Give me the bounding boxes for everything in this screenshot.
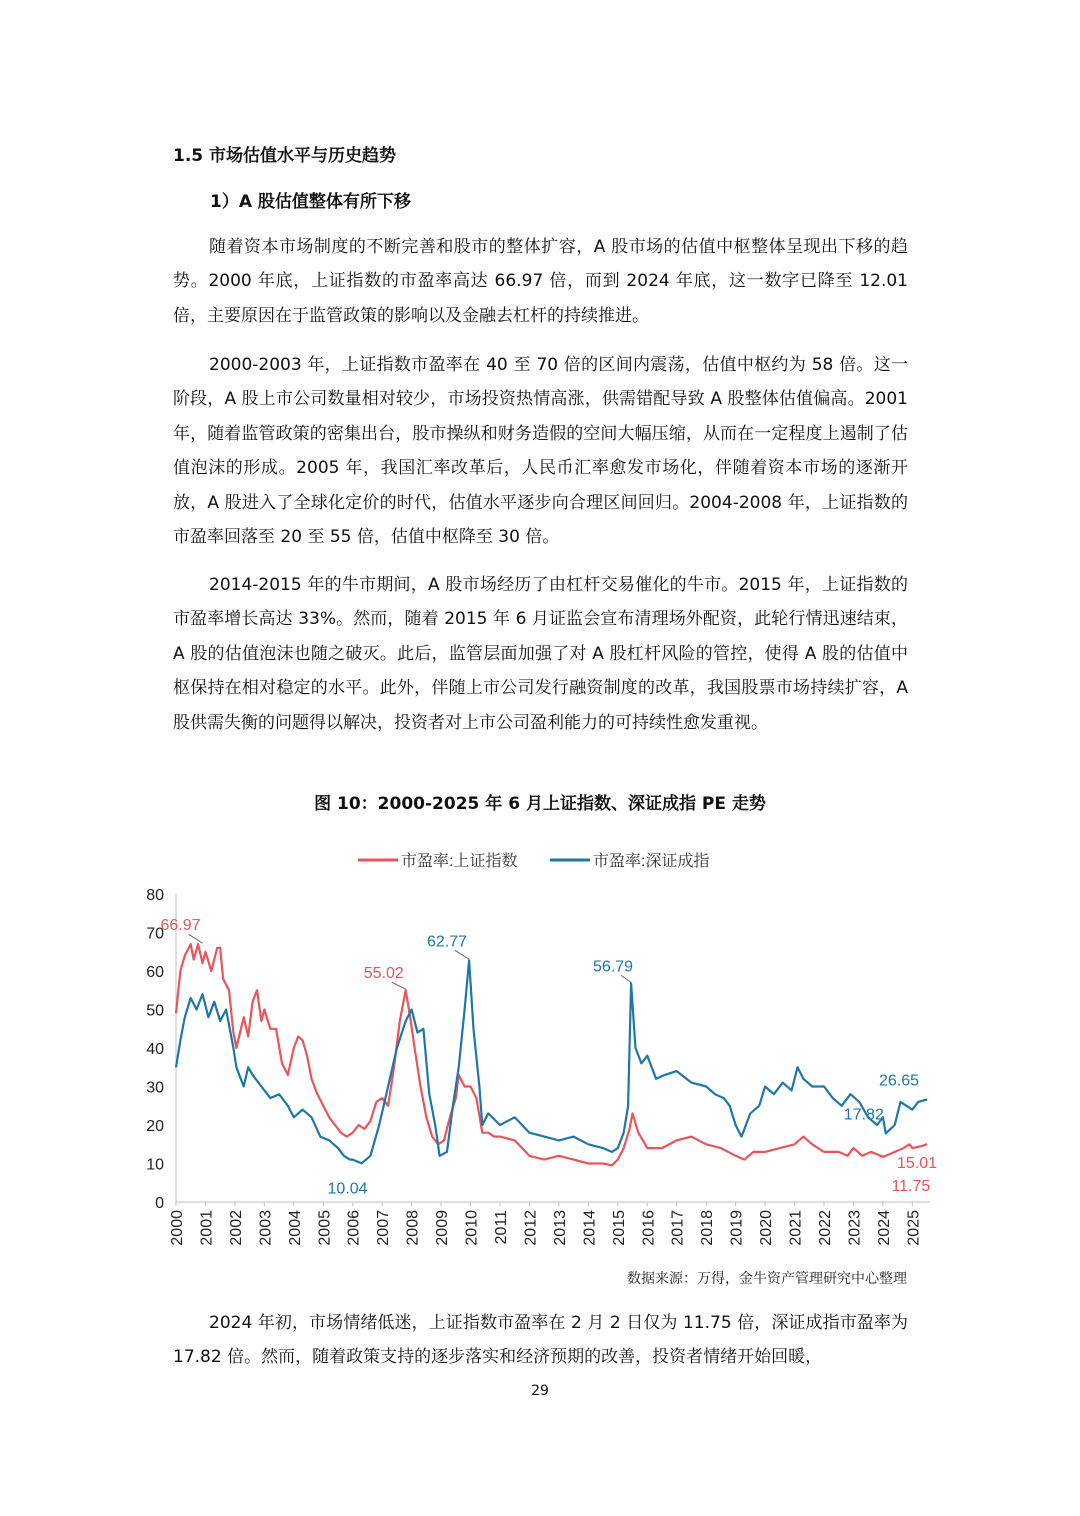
data-label: 62.77 [427, 933, 468, 951]
data-label-leader [455, 950, 469, 959]
y-tick-label: 20 [146, 1118, 164, 1135]
paragraph-1: 随着资本市场制度的不断完善和股市的整体扩容，A 股市场的估值中枢整体呈现出下移的趋势。2000 年底，上证指数的市盈率高达 66.97 倍，而到 2024 年底，这一数字已降至 12.01 倍，主要原因在于监管政策的影响以及金融去杠杆的持续推进。 [173, 237, 908, 326]
x-tick-label: 2012 [522, 1210, 540, 1246]
x-tick-label: 2025 [905, 1210, 923, 1246]
y-tick-label: 50 [146, 1002, 164, 1020]
x-tick-label: 2009 [434, 1210, 452, 1246]
x-tick-label: 2002 [227, 1210, 245, 1246]
section-title: 1.5 市场估值水平与历史趋势 [173, 146, 397, 166]
data-label-leader [189, 934, 203, 943]
series-line-shenzhen-pe [176, 960, 927, 1163]
x-tick-label: 2024 [875, 1210, 893, 1246]
data-label: 15.01 [897, 1155, 938, 1173]
x-tick-label: 2003 [257, 1210, 275, 1246]
y-tick-label: 70 [146, 925, 164, 943]
subsection-title: 1）A 股估值整体有所下移 [210, 192, 411, 212]
y-tick-label: 80 [146, 887, 164, 904]
x-tick-label: 2004 [286, 1210, 304, 1246]
data-label: 10.04 [327, 1180, 368, 1198]
x-tick-label: 2016 [640, 1210, 658, 1246]
x-tick-label: 2014 [581, 1210, 599, 1246]
y-tick-label: 60 [146, 964, 164, 981]
x-tick-label: 2015 [610, 1210, 628, 1246]
data-label: 17.82 [843, 1106, 884, 1124]
data-label: 55.02 [363, 965, 404, 983]
pe-line-chart [130, 836, 950, 1261]
x-tick-label: 2007 [375, 1210, 393, 1246]
legend-label: 市盈率:深证成指 [593, 853, 710, 870]
legend-label: 市盈率:上证指数 [401, 853, 518, 870]
x-tick-label: 2006 [345, 1210, 363, 1246]
figure-source: 数据来源：万得，金牛资产管理研究中心整理 [627, 1271, 907, 1287]
data-label: 56.79 [593, 958, 634, 976]
x-tick-label: 2010 [463, 1210, 481, 1246]
paragraph-4: 2024 年初，市场情绪低迷，上证指数市盈率在 2 月 2 日仅为 11.75 倍，深证成指市盈率为 17.82 倍。然而，随着政策支持的逐步落实和经济预期的改善，投资者情绪开始回暖， [173, 1313, 908, 1368]
data-label-leader [392, 982, 406, 989]
x-tick-label: 2001 [198, 1210, 216, 1246]
data-label: 26.65 [879, 1072, 920, 1090]
series-line-shanghai-pe [176, 944, 927, 1165]
y-tick-label: 30 [146, 1079, 164, 1097]
page-number: 29 [531, 1383, 549, 1399]
x-tick-label: 2000 [169, 1210, 186, 1246]
x-tick-label: 2022 [816, 1210, 834, 1246]
x-tick-label: 2018 [699, 1210, 717, 1246]
data-label: 11.75 [891, 1177, 931, 1195]
paragraph-3: 2014-2015 年的牛市期间，A 股市场经历了由杠杆交易催化的牛市。2015 年，上证指数的市盈率增长高达 33%。然而，随着 2015 年 6 月证监会宣布清理场外配资，此轮行情迅速结束，A 股的估值泡沫也随之破灭。此后，监管层面加强了对 A 股杠杆风险的管控，使得 A 股的估值中枢保持在相对稳定的水平。此外，伴随上市公司发行融资制度的改革，我国股票市场持续扩容，A 股供需失衡的问题得以解决，投资者对上市公司盈利能力的可持续性愈发重视。 [173, 575, 908, 733]
data-label-leader [621, 975, 631, 982]
x-tick-label: 2019 [728, 1210, 746, 1246]
y-tick-label: 40 [146, 1041, 164, 1058]
x-tick-label: 2021 [787, 1210, 805, 1246]
x-tick-label: 2013 [551, 1210, 569, 1246]
figure-title: 图 10：2000-2025 年 6 月上证指数、深证成指 PE 走势 [314, 794, 766, 814]
data-label: 66.97 [160, 917, 201, 935]
x-tick-label: 2020 [758, 1210, 776, 1246]
y-tick-label: 0 [155, 1195, 164, 1212]
x-tick-label: 2011 [492, 1210, 510, 1245]
x-tick-label: 2023 [846, 1210, 864, 1246]
x-tick-label: 2005 [316, 1210, 334, 1246]
paragraph-2: 2000-2003 年，上证指数市盈率在 40 至 70 倍的区间内震荡，估值中枢约为 58 倍。这一阶段，A 股上市公司数量相对较少，市场投资热情高涨，供需错配导致 A 股整体估值偏高。2001 年，随着监管政策的密集出台，股市操纵和财务造假的空间大幅压缩，从而在一定程度上遏制了估值泡沫的形成。2005 年，我国汇率改革后，人民币汇率愈发市场化，伴随着资本市场的逐渐开放，A 股进入了全球化定价的时代，估值水平逐步向合理区间回归。2004-2008 年，上证指数的市盈率回落至 20 至 55 倍，估值中枢降至 30 倍。 [173, 355, 908, 548]
x-tick-label: 2017 [669, 1210, 687, 1246]
x-tick-label: 2008 [404, 1210, 422, 1246]
y-tick-label: 10 [146, 1156, 164, 1174]
